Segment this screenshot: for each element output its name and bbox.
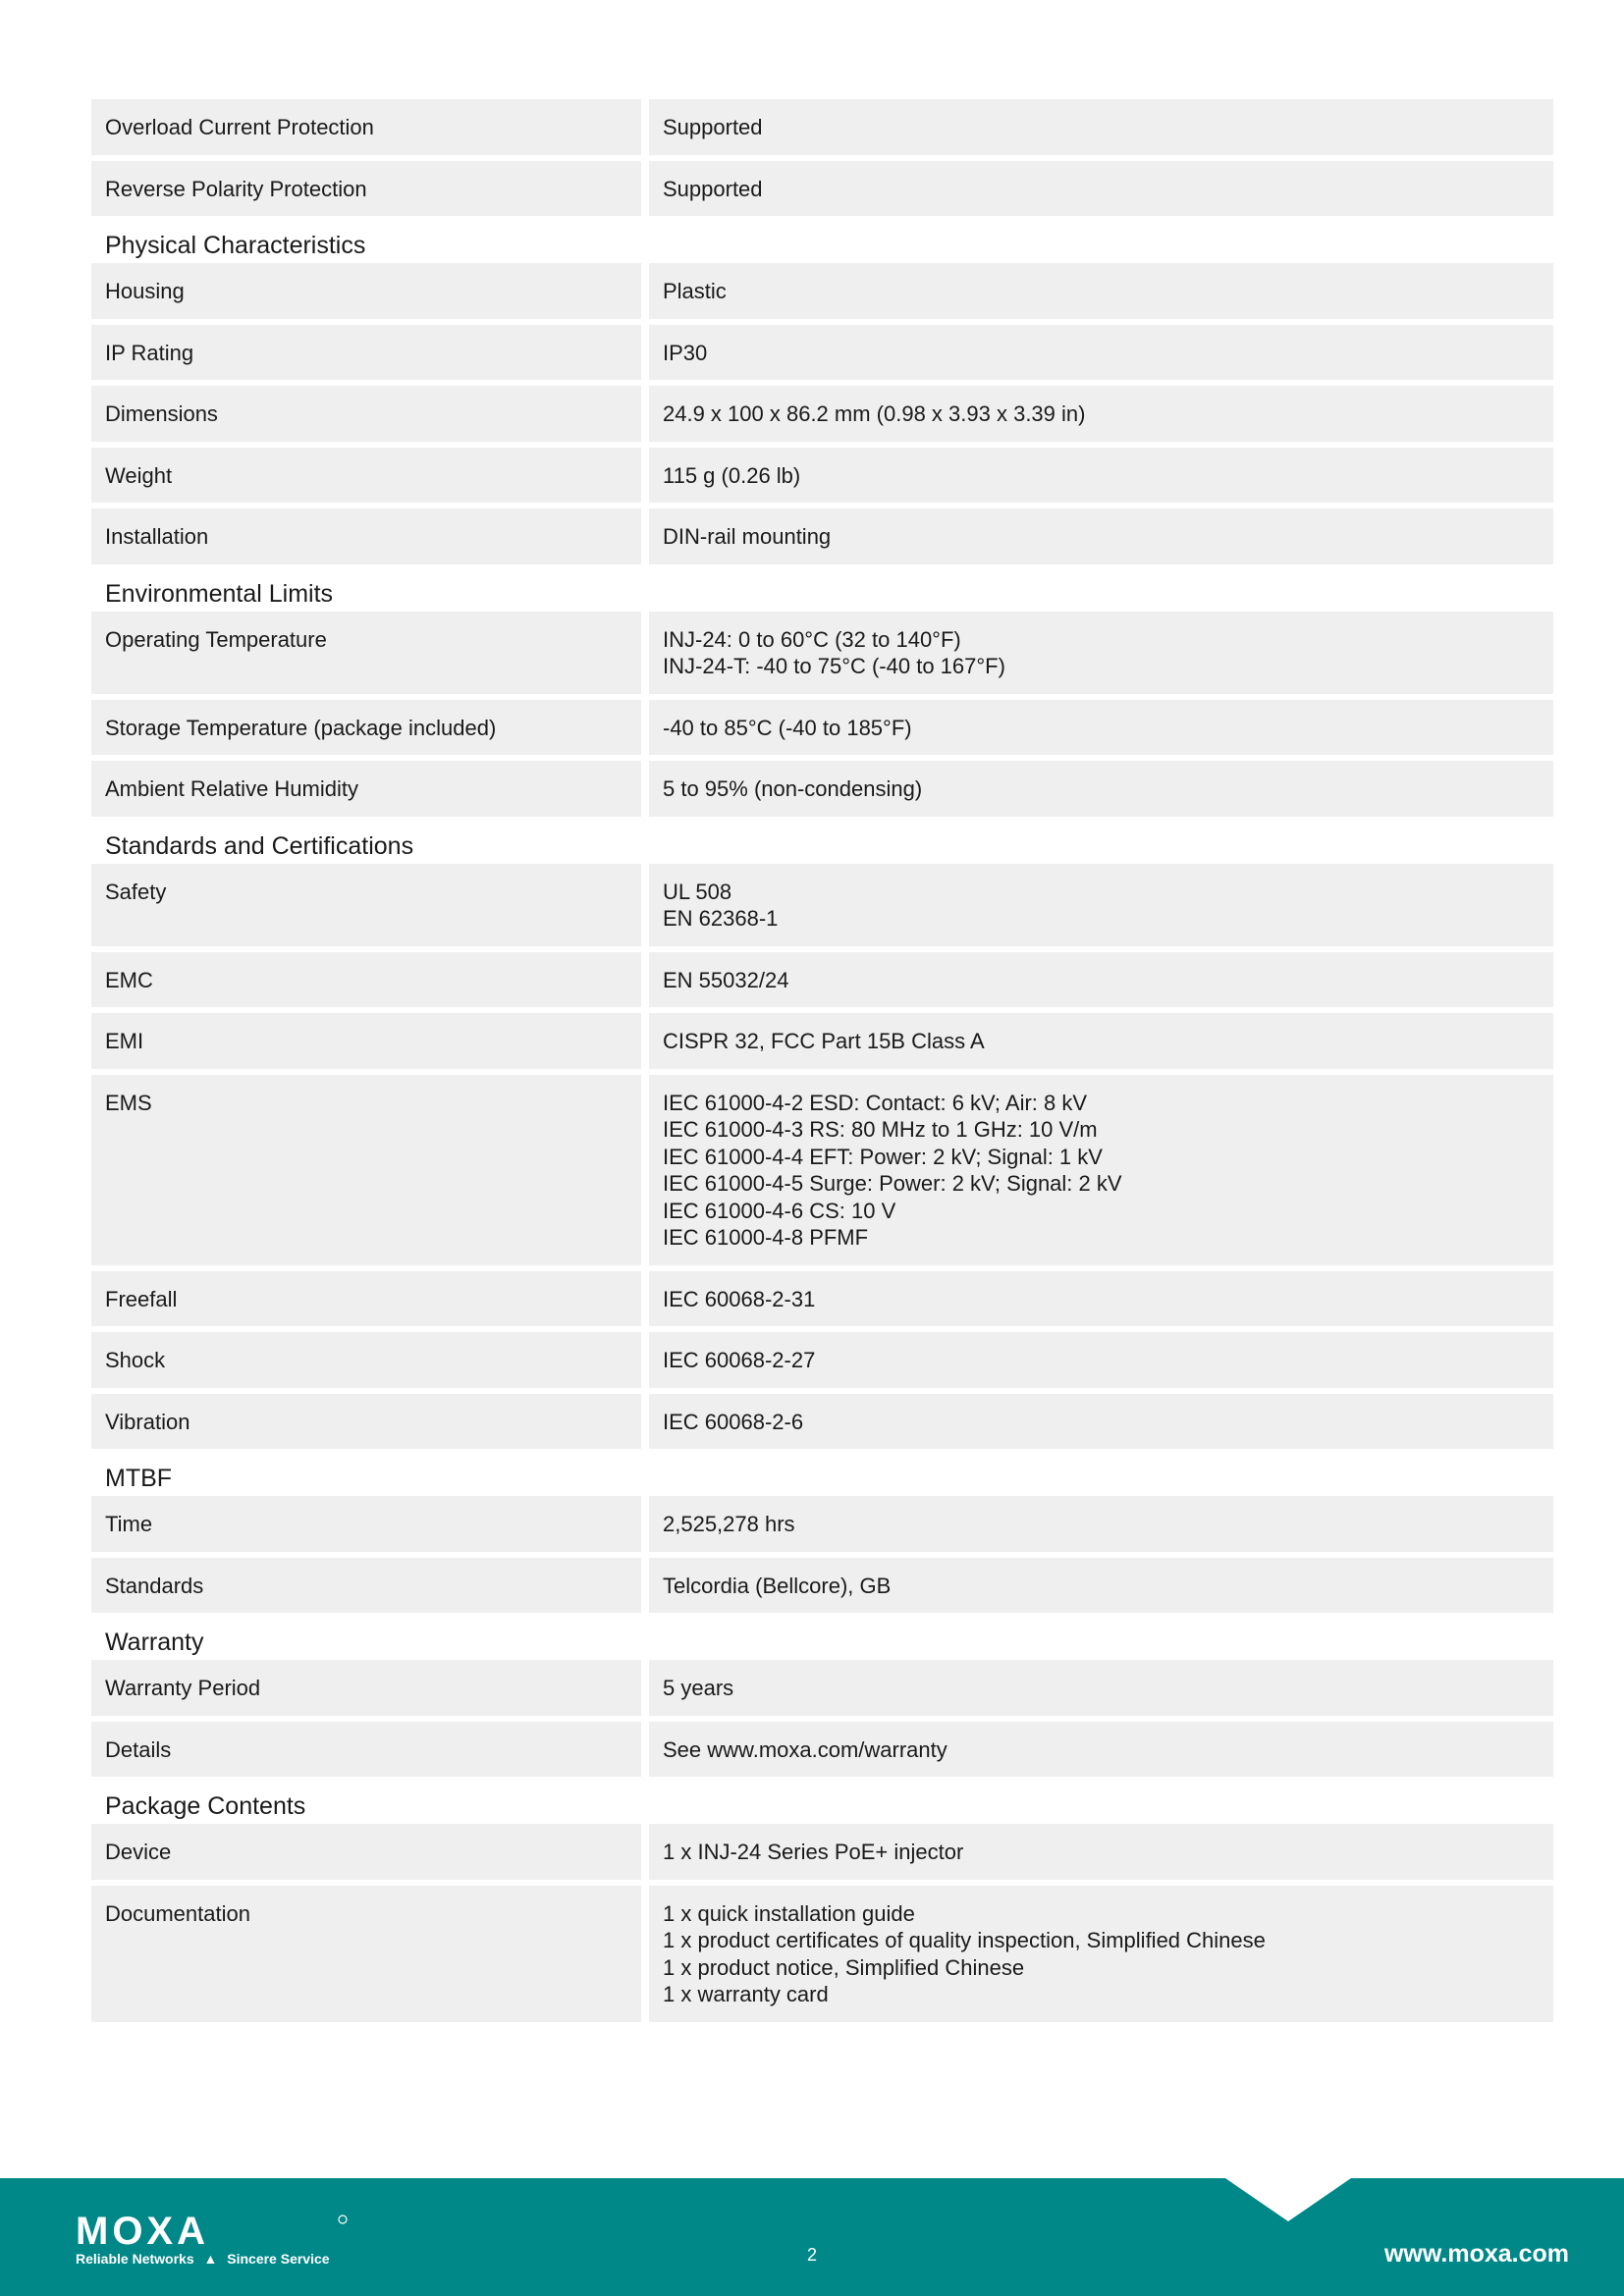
spec-value xyxy=(649,1496,1553,1552)
page-number: 2 xyxy=(807,2245,818,2265)
spec-value-line: Telcordia (Bellcore), GB xyxy=(663,1573,892,1598)
spec-value xyxy=(649,1271,1553,1327)
spec-value-line: Plastic xyxy=(663,279,727,303)
spec-value-line: 1 x product notice, Simplified Chinese xyxy=(663,1954,1025,1980)
spec-section xyxy=(91,1455,1553,1613)
spec-row xyxy=(91,1824,1553,1880)
spec-row xyxy=(91,1332,1553,1388)
spec-value-line: 2,525,278 hrs xyxy=(663,1512,795,1536)
spec-value-line: EN 55032/24 xyxy=(663,967,789,992)
spec-value-line: 1 x product certificates of quality inspection, Simplified Chinese xyxy=(663,1928,1266,1952)
spec-label: Documentation xyxy=(91,1886,641,2022)
spec-value-line: 24.9 x 100 x 86.2 mm (0.98 x 3.93 x 3.39 in) xyxy=(663,401,1086,426)
spec-value-line: Supported xyxy=(663,176,763,201)
spec-value xyxy=(649,1558,1553,1614)
triangle-icon: ▲ xyxy=(203,2251,218,2267)
moxa-logo xyxy=(76,2214,351,2247)
spec-row xyxy=(91,1886,1553,2022)
spec-value xyxy=(649,700,1553,756)
spec-label: Device xyxy=(91,1824,641,1880)
spec-value-line: IEC 61000-4-2 ESD: Contact: 6 kV; Air: 8 kV xyxy=(663,1090,1088,1115)
spec-value-line: INJ-24: 0 to 60°C (32 to 140°F) xyxy=(663,626,961,652)
spec-section xyxy=(91,99,1553,216)
spec-row xyxy=(91,1271,1553,1327)
spec-label: EMI xyxy=(91,1013,641,1069)
spec-value-line: IEC 61000-4-3 RS: 80 MHz to 1 GHz: 10 V/m xyxy=(663,1117,1098,1142)
spec-value xyxy=(649,1722,1553,1778)
spec-label: Housing xyxy=(91,263,641,319)
website-link[interactable]: www.moxa.com xyxy=(1383,2240,1569,2268)
spec-value-line: IEC 61000-4-4 EFT: Power: 2 kV; Signal: 1 kV xyxy=(663,1144,1103,1169)
spec-value-line: Supported xyxy=(663,115,763,139)
spec-value-line: INJ-24-T: -40 to 75°C (-40 to 167°F) xyxy=(663,654,1005,678)
spec-label: Standards xyxy=(91,1558,641,1614)
spec-label: Time xyxy=(91,1496,641,1552)
spec-value-line: IP30 xyxy=(663,340,708,365)
spec-label: IP Rating xyxy=(91,325,641,381)
spec-label: Vibration xyxy=(91,1394,641,1450)
spec-table xyxy=(91,99,1553,2028)
spec-value-line: IEC 61000-4-6 CS: 10 V xyxy=(663,1198,896,1223)
spec-label: Weight xyxy=(91,448,641,504)
spec-label: Safety xyxy=(91,864,641,946)
spec-row xyxy=(91,864,1553,946)
spec-value xyxy=(649,1394,1553,1450)
spec-value-line: 115 g (0.26 lb) xyxy=(663,462,801,488)
section-title: Physical Characteristics xyxy=(105,232,366,259)
spec-value xyxy=(649,386,1553,442)
spec-section xyxy=(91,570,1553,817)
spec-value xyxy=(649,161,1553,217)
spec-row xyxy=(91,263,1553,319)
spec-value-line: 1 x quick installation guide xyxy=(663,1900,915,1926)
spec-row xyxy=(91,761,1553,817)
tagline xyxy=(76,2251,330,2267)
spec-value-line: 1 x warranty card xyxy=(663,1982,829,2006)
spec-value xyxy=(649,952,1553,1008)
spec-row xyxy=(91,700,1553,756)
spec-value xyxy=(649,864,1553,946)
spec-row xyxy=(91,448,1553,504)
spec-label: EMS xyxy=(91,1075,641,1265)
spec-row xyxy=(91,1722,1553,1778)
spec-label: EMC xyxy=(91,952,641,1008)
spec-value-line: IEC 61000-4-8 PFMF xyxy=(663,1225,869,1250)
spec-label: Reverse Polarity Protection xyxy=(91,161,641,217)
spec-label: Details xyxy=(91,1722,641,1778)
spec-section xyxy=(91,1619,1553,1777)
spec-value xyxy=(649,1075,1553,1265)
spec-label: Installation xyxy=(91,508,641,564)
spec-row xyxy=(91,1394,1553,1450)
spec-row xyxy=(91,386,1553,442)
section-title: Warranty xyxy=(105,1629,204,1656)
spec-value xyxy=(649,508,1553,564)
spec-row xyxy=(91,99,1553,155)
spec-value-line: CISPR 32, FCC Part 15B Class A xyxy=(663,1029,985,1053)
spec-value xyxy=(649,1886,1553,2022)
spec-value-line: 5 years xyxy=(663,1676,734,1700)
spec-label: Overload Current Protection xyxy=(91,99,641,155)
spec-label: Dimensions xyxy=(91,386,641,442)
spec-value xyxy=(649,99,1553,155)
footer-notch xyxy=(1225,2178,1351,2221)
section-title: Environmental Limits xyxy=(105,579,334,608)
spec-label: Freefall xyxy=(91,1271,641,1327)
spec-value-line: IEC 61000-4-5 Surge: Power: 2 kV; Signal: 2 kV xyxy=(663,1171,1122,1196)
section-title: MTBF xyxy=(105,1465,173,1492)
spec-value-line: IEC 60068-2-27 xyxy=(663,1348,816,1372)
spec-value-line: DIN-rail mounting xyxy=(663,524,832,549)
spec-value xyxy=(649,761,1553,817)
spec-row xyxy=(91,161,1553,217)
section-title: Standards and Certifications xyxy=(105,831,414,860)
spec-row xyxy=(91,1013,1553,1069)
spec-section xyxy=(91,823,1553,1450)
spec-row xyxy=(91,1558,1553,1614)
spec-row xyxy=(91,1075,1553,1265)
spec-value-line: 1 x INJ-24 Series PoE+ injector xyxy=(663,1840,964,1864)
spec-value xyxy=(649,1824,1553,1880)
spec-row xyxy=(91,325,1553,381)
spec-value-line: -40 to 85°C (-40 to 185°F) xyxy=(663,715,912,740)
tagline-right: Sincere Service xyxy=(227,2251,330,2267)
spec-value xyxy=(649,1013,1553,1069)
spec-row xyxy=(91,1660,1553,1716)
spec-label: Shock xyxy=(91,1332,641,1388)
tagline-left: Reliable Networks xyxy=(76,2251,194,2267)
spec-value xyxy=(649,1660,1553,1716)
spec-section xyxy=(91,1783,1553,2022)
spec-section xyxy=(91,222,1553,564)
spec-row xyxy=(91,508,1553,564)
spec-value-line: UL 508 xyxy=(663,879,732,904)
spec-value xyxy=(649,263,1553,319)
spec-value-line: EN 62368-1 xyxy=(663,906,779,931)
spec-value-line: IEC 60068-2-31 xyxy=(663,1286,816,1311)
spec-value-line: IEC 60068-2-6 xyxy=(663,1409,804,1434)
spec-label: Operating Temperature xyxy=(91,612,641,694)
spec-row xyxy=(91,952,1553,1008)
page-footer xyxy=(0,2178,1624,2296)
spec-label: Warranty Period xyxy=(91,1660,641,1716)
spec-row xyxy=(91,612,1553,694)
spec-label: Ambient Relative Humidity xyxy=(91,761,641,817)
spec-value-line: See www.moxa.com/warranty xyxy=(663,1736,947,1762)
spec-value xyxy=(649,325,1553,381)
moxa-logo-text: MOXA xyxy=(76,2214,209,2247)
spec-value xyxy=(649,1332,1553,1388)
spec-label: Storage Temperature (package included) xyxy=(91,700,641,756)
section-title: Package Contents xyxy=(105,1792,306,1820)
spec-value xyxy=(649,612,1553,694)
spec-value-line: 5 to 95% (non-condensing) xyxy=(663,776,923,801)
spec-row xyxy=(91,1496,1553,1552)
spec-value xyxy=(649,448,1553,504)
